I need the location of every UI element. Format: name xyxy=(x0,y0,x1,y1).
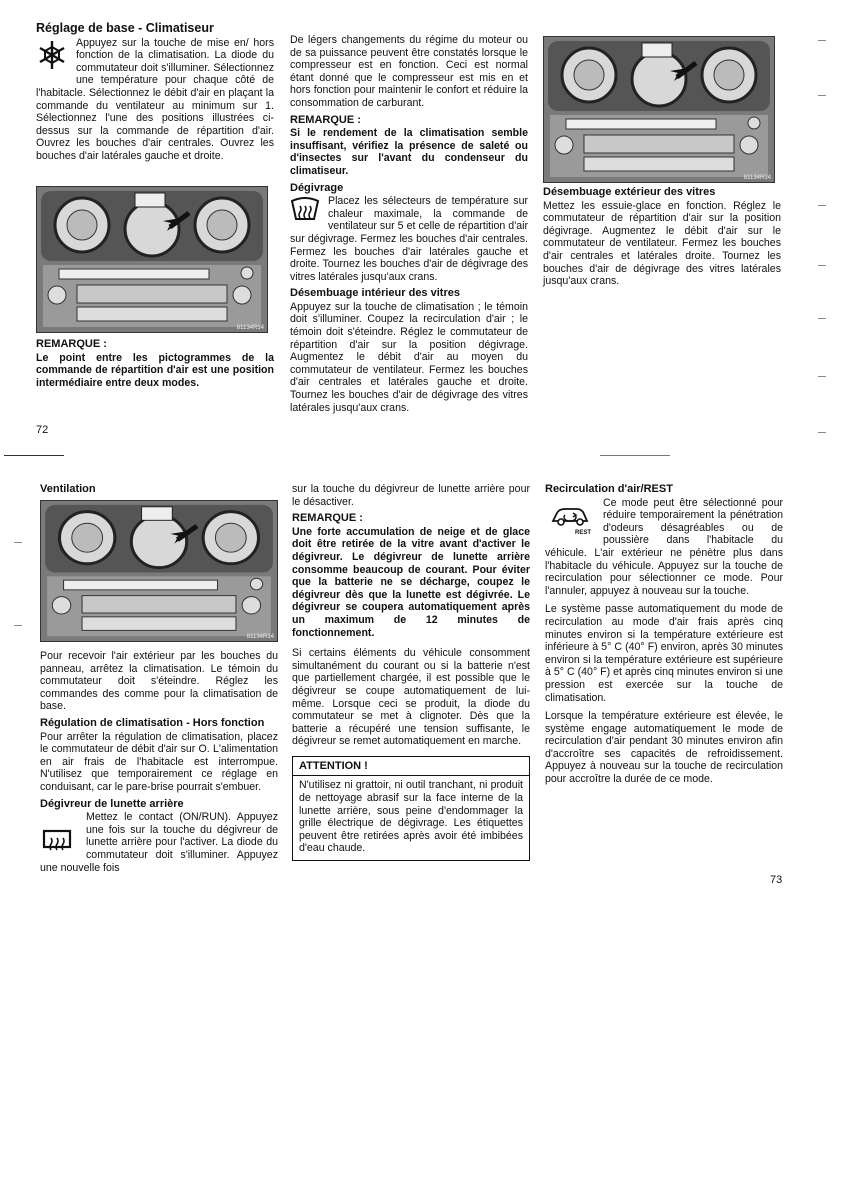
margin-mark xyxy=(818,318,826,319)
hvac-control-photo xyxy=(543,36,775,183)
section-title-regulation-off: Régulation de climatisation - Hors fonction xyxy=(40,716,265,729)
page73-column-3 xyxy=(545,483,783,790)
desembuage-exterieur-text: Mettez les essuie-glace en fonction. Réglez le commutateur de répartition d'air sur la position dégivrage. Augmentez le débit d'air sur le commutateur de ventilateur. Fermez les bouches d'air centrales et latérales droite. Tournez les bouches d'air de dégivrage des vitres latérales jusqu'aux crans. xyxy=(543,199,781,288)
remarque-text: Si le rendement de la climatisation semble insuffisant, vérifiez la présence de saleté ou d'insectes sur l'avant du condenseur du climatiseur. xyxy=(290,127,528,177)
front-defrost-icon xyxy=(290,197,320,225)
remarque-text: Une forte accumulation de neige et de glace doit être retirée de la vitre avant d'activer le dégivreur. Le dégivreur de lunette arrière consomme beaucoup de courant. Pour éviter que la batterie ne se décharge, coupez le dégivreur dès que la lunette est dégivrée. Le dégivreur se coupera automatiquement après un maximum de 12 minutes de fonctionnement. xyxy=(292,525,530,639)
page73-column-2 xyxy=(292,483,530,861)
photo-caption: 81134R14 xyxy=(743,175,771,181)
section-title-ventilation: Ventilation xyxy=(40,483,96,495)
margin-mark xyxy=(14,542,22,543)
section-title-recirculation: Recirculation d'air/REST xyxy=(545,483,673,495)
hvac-control-photo xyxy=(40,500,278,642)
remarque-title: REMARQUE : xyxy=(292,512,363,525)
section-title-rear-defrost: Dégivreur de lunette arrière xyxy=(40,797,184,810)
section-title-basic-ac: Réglage de base - Climatiseur xyxy=(36,21,214,35)
photo-caption: 81134R14 xyxy=(236,325,264,331)
photo-caption: 81134R14 xyxy=(246,634,274,640)
compressor-text: De légers changements du régime du moteur ou de sa puissance peuvent être constatés lorsque le compresseur est en fonction. Ceci est normal étant donné que le compresseur est mis en et hors fonction pour maintenir le confort et réduire la consommation de carburant. xyxy=(290,34,528,109)
margin-mark xyxy=(818,376,826,377)
margin-mark xyxy=(818,265,826,266)
attention-title: ATTENTION ! xyxy=(293,757,529,777)
recirculation-icon xyxy=(549,505,591,537)
section-title-desembuage-exterieur: Désembuage extérieur des vitres xyxy=(543,186,716,198)
rear-defrost-icon xyxy=(42,829,72,857)
rear-defrost-continued: sur la touche du dégivreur de lunette arrière pour le désactiver. xyxy=(292,483,530,508)
hvac-control-photo xyxy=(36,186,268,333)
attention-box xyxy=(292,756,530,861)
recirculation-text-2: Le système passe automatiquement du mode de recirculation au mode d'air frais après cinq minutes environ si la température extérieure est inférieure à 5° C (40° F) environ, après 30 minutes environ si la température extérieure est supérieure à 5° C (40° F) et après cinq minutes environ si une pression est exercée sur la touche de climatisation. xyxy=(545,603,783,704)
margin-mark xyxy=(818,95,826,96)
margin-mark xyxy=(818,432,826,433)
section-title-degivrage: Dégivrage xyxy=(290,181,344,194)
desembuage-interieur-text: Appuyez sur la touche de climatisation ; le témoin doit s'illuminer. Coupez la recirculation d'air ; le témoin doit s'éteindre. Réglez le commutateur de répartition d'air sur la position dégivrage. Augmentez le débit d'air au moyen du commutateur de ventilateur. Fermez les bouches d'air centrales et latérales gauche et droite. Tournez les bouches d'air de dégivrage des vitres latérales jusqu'aux crans. xyxy=(290,300,528,414)
degivrage-text: Placez les sélecteurs de température sur chaleur maximale, la commande de ventilateur sur 5 et celle de répartition d'air sur dégivrage. Fermez les bouches d'air centrales. Fermez les bouches d'air latérales gauche et droite. Tournez les bouches d'air de dégivrage des vitres latérales jusqu'aux crans. xyxy=(290,195,528,283)
page73-column-1 xyxy=(40,650,278,878)
attention-text: N'utilisez ni grattoir, ni outil tranchant, ni produit de nettoyage abrasif sur la face interne de la lunette arrière, sous peine d'endommager la grille électrique de dégivrage. Les étiquettes peuvent être retirées après avoir été imbibées d'eau chaude. xyxy=(299,779,523,855)
page-separator xyxy=(4,455,64,456)
margin-mark xyxy=(818,40,826,41)
recirculation-icon-label: REST xyxy=(574,530,591,537)
page72-column-1-remarque xyxy=(36,338,274,393)
page73-column-1-header xyxy=(40,483,278,497)
page-number-73: 73 xyxy=(770,874,783,886)
remarque-text: Le point entre les pictogrammes de la commande de répartition d'air est une position intermédiaire entre deux modes. xyxy=(36,351,274,389)
basic-ac-text: Appuyez sur la touche de mise en/ hors fonction de la climatisation. La diode du commutateur doit s'illuminer. Sélectionnez une température pour chaque côté de l'habitacle. Sélectionnez le débit d'air en plaçant la commande du ventilateur au minimum sur 1. Sélectionnez l'une des positions illustrées ci-dessus sur la commande de répartition d'air. Ouvrez les bouches d'air centrales. Ouvrez les bouches d'air latérales gauche et droite. xyxy=(36,36,274,162)
regulation-off-text: Pour arrêter la régulation de climatisation, placez le commutateur de débit d'air sur O. L'alimentation en air frais de l'habitacle est interrompue. N'utilisez que temporairement ce réglage en conduisant, car le pare-brise pourrait s'embuer. xyxy=(40,730,278,793)
page72-column-1 xyxy=(36,22,274,167)
remarque-title: REMARQUE : xyxy=(36,338,107,350)
recirculation-text-1: Ce mode peut être sélectionné pour réduire temporairement la pénétration d'odeurs désagréables ou de poussière dans l'habitacle du véhicule. L'air extérieur ne pénètre plus dans l'habitacle du véhicule. Appuyez sur la touche de recirculation pour sélectionner ce mode. Pour l'annuler, appuyez à nouveau sur la touche. xyxy=(545,496,783,597)
page72-column-3 xyxy=(543,186,781,292)
ventilation-text: Pour recevoir l'air extérieur par les bouches du panneau, arrêtez la climatisation. Le témoin du commutateur doit s'éteindre. Réglez les commandes des comme pour la climatisation de base. xyxy=(40,650,278,713)
margin-mark xyxy=(818,205,826,206)
page-number-72: 72 xyxy=(36,424,49,436)
recirculation-text-3: Lorsque la température extérieure est élevée, le système engage automatiquement le mode de recirculation d'air pendant 30 minutes environ afin d'accroître ses capacités de refroidissement. Appuyez à nouveau sur la touche de recirculation pour accroître la durée de ce mode. xyxy=(545,710,783,786)
remarque-title: REMARQUE : xyxy=(290,113,361,126)
page-separator xyxy=(600,455,670,456)
section-title-desembuage-interieur: Désembuage intérieur des vitres xyxy=(290,287,460,300)
snowflake-icon xyxy=(36,39,68,75)
margin-mark xyxy=(14,625,22,626)
page72-column-2 xyxy=(290,34,528,418)
rear-defrost-text: Mettez le contact (ON/RUN). Appuyez une fois sur la touche du dégivreur de lunette arrière pour l'activer. La diode du commutateur doit s'illuminer. Appuyez une nouvelle fois xyxy=(40,811,278,874)
battery-text: Si certains éléments du véhicule consomment simultanément du courant ou si la batterie n'est que partiellement chargée, il est possible que le dégivreur se coupe automatiquement de lui-même. Lorsque ceci se produit, la diode du commutateur se met à clignoter. Dès que la batterie a récupéré une tension suffisante, le dégivreur se remet automatiquement en marche. xyxy=(292,647,530,748)
